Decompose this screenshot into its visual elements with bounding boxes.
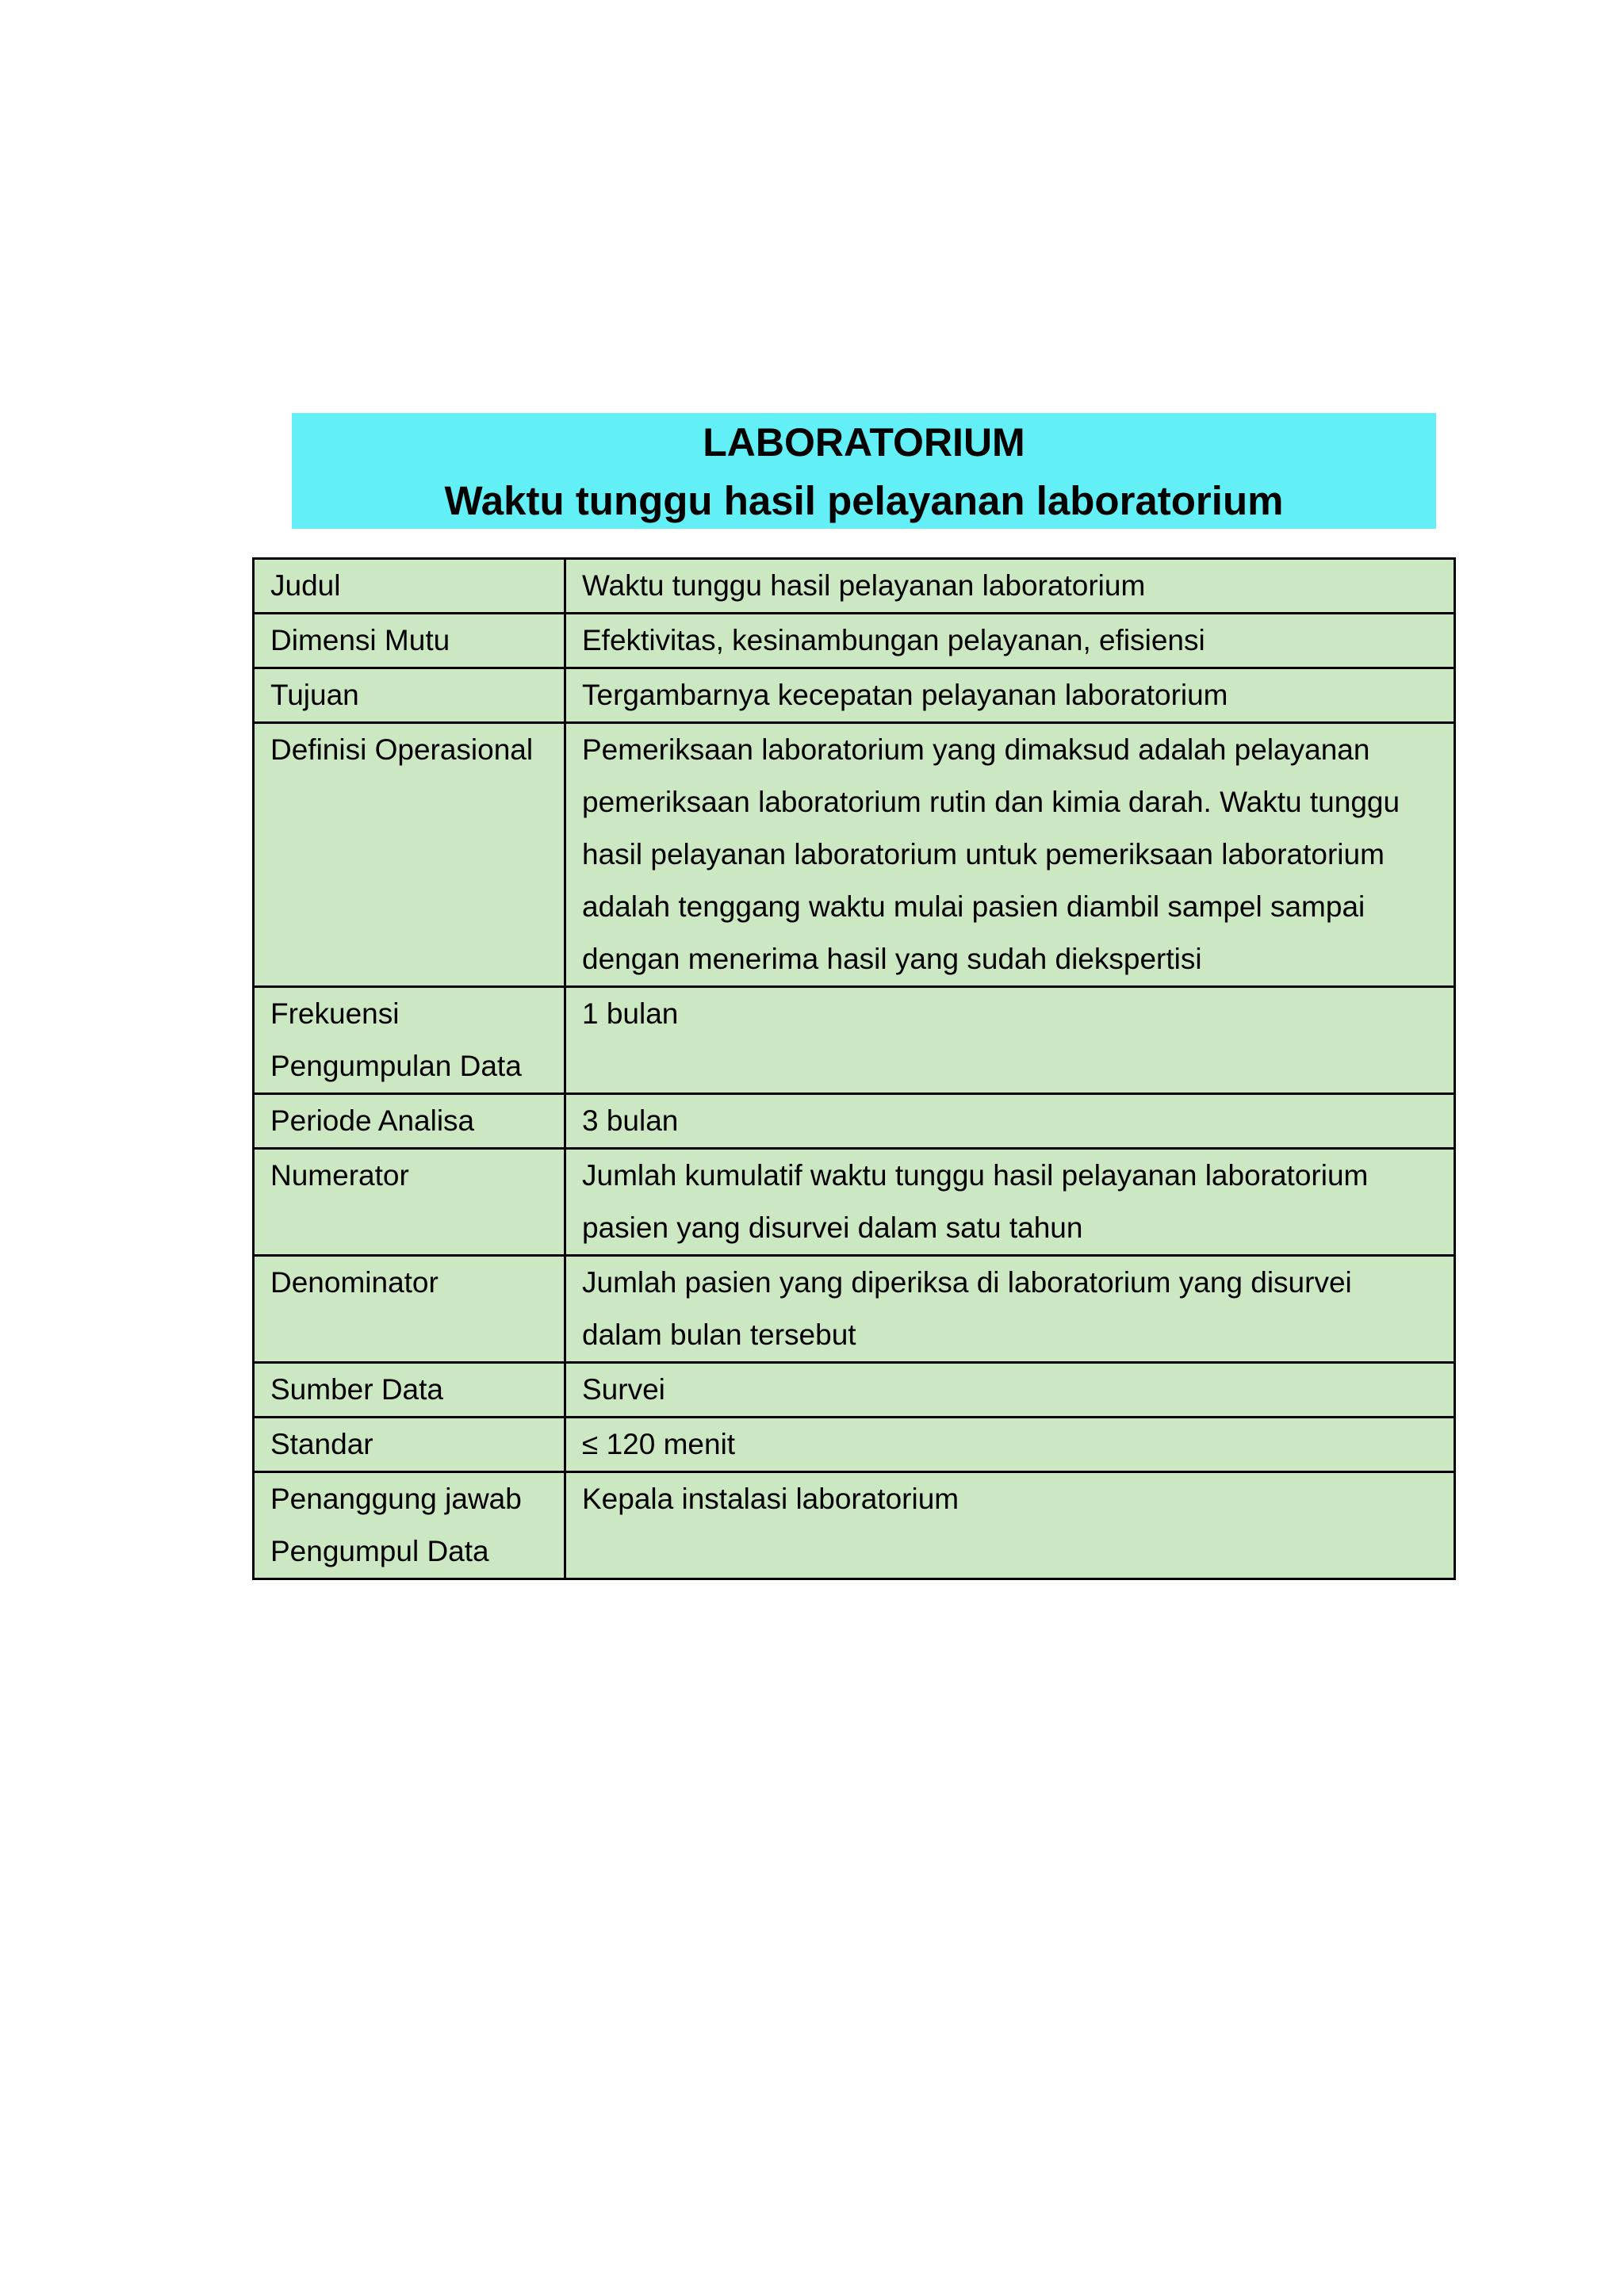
- row-label: Definisi Operasional: [254, 723, 565, 987]
- row-label: Denominator: [254, 1256, 565, 1363]
- table-row: [254, 1149, 1455, 1256]
- row-value: 1 bulan: [565, 987, 1455, 1094]
- row-value: Waktu tunggu hasil pelayanan laboratorium: [565, 559, 1455, 614]
- row-label: Dimensi Mutu: [254, 614, 565, 668]
- row-value: Jumlah pasien yang diperiksa di laboratorium yang disurvei dalam bulan tersebut: [565, 1256, 1455, 1363]
- row-value: Kepala instalasi laboratorium: [565, 1472, 1455, 1579]
- row-label: Tujuan: [254, 668, 565, 723]
- row-label: Penanggung jawab Pengumpul Data: [254, 1472, 565, 1579]
- row-value: Tergambarnya kecepatan pelayanan laboratorium: [565, 668, 1455, 723]
- table-row: [254, 1256, 1455, 1363]
- row-value: 3 bulan: [565, 1094, 1455, 1149]
- row-label: Numerator: [254, 1149, 565, 1256]
- table-row: [254, 723, 1455, 987]
- table-row: [254, 1472, 1455, 1579]
- table-row: [254, 668, 1455, 723]
- table-row: [254, 987, 1455, 1094]
- row-label: Standar: [254, 1418, 565, 1472]
- table-row: [254, 1094, 1455, 1149]
- row-label: Sumber Data: [254, 1363, 565, 1418]
- row-label: Periode Analisa: [254, 1094, 565, 1149]
- row-value: Survei: [565, 1363, 1455, 1418]
- header-subtitle: Waktu tunggu hasil pelayanan laboratorium: [444, 478, 1284, 523]
- row-label: Frekuensi Pengumpulan Data: [254, 987, 565, 1094]
- row-value: ≤ 120 menit: [565, 1418, 1455, 1472]
- indicator-table: [252, 557, 1456, 1580]
- table-row: [254, 614, 1455, 668]
- table-row: [254, 1418, 1455, 1472]
- row-value: Efektivitas, kesinambungan pelayanan, efisiensi: [565, 614, 1455, 668]
- row-label: Judul: [254, 559, 565, 614]
- row-value: Jumlah kumulatif waktu tunggu hasil pelayanan laboratorium pasien yang disurvei dalam satu tahun: [565, 1149, 1455, 1256]
- header-title: LABORATORIUM: [703, 420, 1025, 465]
- row-value: Pemeriksaan laboratorium yang dimaksud adalah pelayanan pemeriksaan laboratorium rutin dan kimia darah. Waktu tunggu hasil pelayanan laboratorium untuk pemeriksaan laboratorium adalah tenggang waktu mulai pasien diambil sampel sampai dengan menerima hasil yang sudah diekspertisi: [565, 723, 1455, 987]
- table-row: [254, 559, 1455, 614]
- table-row: [254, 1363, 1455, 1418]
- document-header: [292, 413, 1436, 529]
